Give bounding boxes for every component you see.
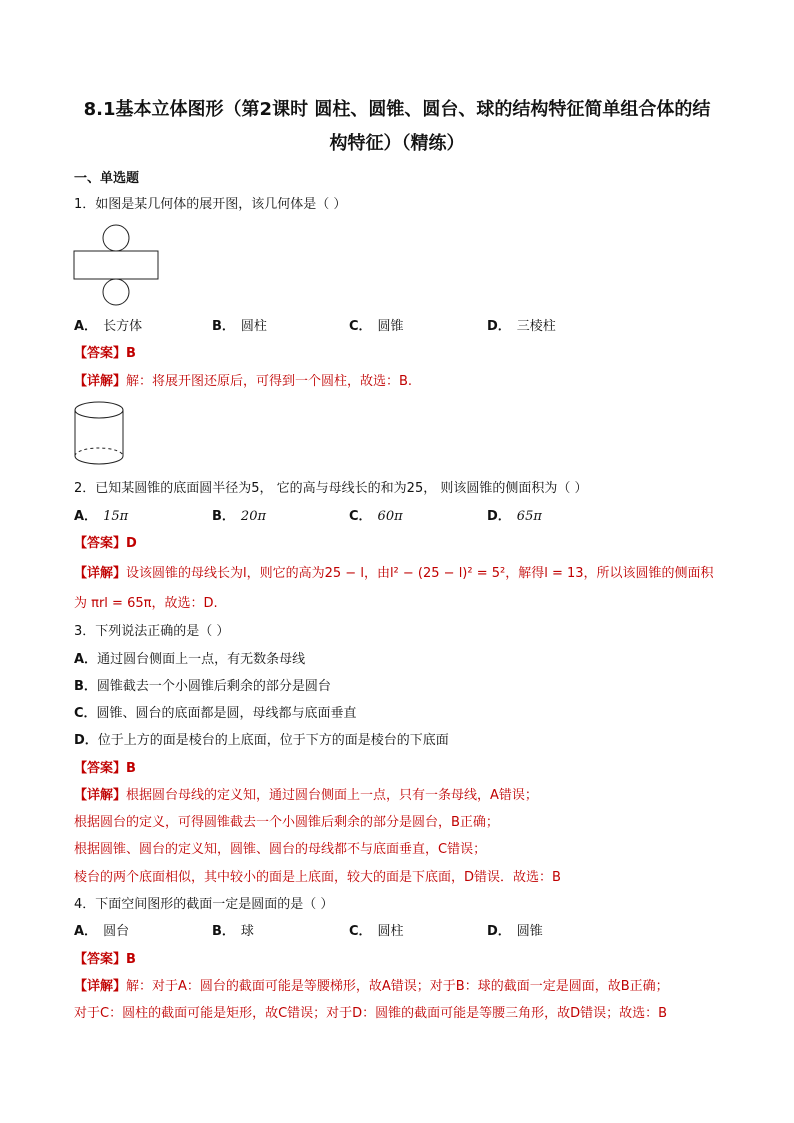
net-rectangle — [74, 251, 158, 279]
q1-option-a: A． 长方体 — [74, 319, 143, 334]
q3-detail-line-1: 【详解】根据圆台母线的定义知，通过圆台侧面上一点，只有一条母线，A错误； — [74, 788, 538, 803]
q4-detail-line-1: 【详解】解：对于A：圆台的截面可能是等腰梯形，故A错误；对于B：球的截面一定是圆面，故B正确； — [74, 979, 669, 994]
q3-detail-line-2: 根据圆台的定义，可得圆锥截去一个小圆锥后剩余的部分是圆台，B正确； — [74, 815, 499, 830]
title-line-2: 构特征）（精练） — [329, 133, 465, 154]
page-title — [60, 93, 734, 161]
net-top-circle — [103, 225, 129, 251]
q4-option-b: B． 球 — [212, 924, 254, 939]
q1-option-c: C． 圆锥 — [349, 319, 404, 334]
q4-detail-line-2: 对于C：圆柱的截面可能是矩形，故C错误；对于D：圆锥的截面可能是等腰三角形，故D错误；故选：B — [74, 1006, 668, 1021]
q2-option-a: A． 15π — [74, 509, 129, 524]
q1-answer: 【答案】B — [74, 346, 136, 361]
q2-option-d: D． 65π — [487, 509, 542, 524]
q1-stem: 1．如图是某几何体的展开图，该几何体是（ ） — [74, 197, 347, 212]
net-bottom-circle — [103, 279, 129, 305]
q3-option-a: A．通过圆台侧面上一点，有无数条母线 — [74, 652, 306, 667]
q1-option-b: B． 圆柱 — [212, 319, 267, 334]
q4-stem: 4．下面空间图形的截面一定是圆面的是（ ） — [74, 897, 334, 912]
q3-option-d: D．位于上方的面是棱台的上底面，位于下方的面是棱台的下底面 — [74, 733, 449, 748]
net-diagram — [72, 222, 162, 308]
q3-option-c: C．圆锥、圆台的底面都是圆，母线都与底面垂直 — [74, 706, 357, 721]
q3-detail-line-3: 根据圆锥、圆台的定义知，圆锥、圆台的母线都不与底面垂直，C错误； — [74, 842, 487, 857]
q4-option-a: A． 圆台 — [74, 924, 130, 939]
q2-stem: 2．已知某圆锥的底面圆半径为5， 它的高与母线长的和为25， 则该圆锥的侧面积为（ ） — [74, 481, 588, 496]
title-line-1: 8.1基本立体图形（第2课时 圆柱、圆锥、圆台、球的结构特征简单组合体的结 — [83, 99, 711, 120]
section-heading: 一、单选题 — [74, 171, 140, 186]
cylinder-diagram — [72, 400, 128, 468]
q2-detail-line-1: 【详解】设该圆锥的母线长为l，则它的高为25 − l，由l² − (25 − l)² = 5²，解得l = 13，所以该圆锥的侧面积 — [74, 566, 714, 581]
q4-option-d: D． 圆锥 — [487, 924, 543, 939]
q1-option-d: D． 三棱柱 — [487, 319, 556, 334]
q3-detail-line-4: 棱台的两个底面相似，其中较小的面是上底面，较大的面是下底面，D错误．故选：B — [74, 870, 561, 885]
q2-option-c: C． 60π — [349, 509, 403, 524]
q2-detail-line-2: 为 πrl = 65π，故选：D. — [74, 596, 218, 611]
q4-answer: 【答案】B — [74, 952, 136, 967]
q3-option-b: B．圆锥截去一个小圆锥后剩余的部分是圆台 — [74, 679, 331, 694]
q1-detail: 【详解】解：将展开图还原后，可得到一个圆柱，故选：B. — [74, 374, 413, 389]
q4-option-c: C． 圆柱 — [349, 924, 404, 939]
q3-answer: 【答案】B — [74, 761, 136, 776]
q2-answer: 【答案】D — [74, 536, 137, 551]
q2-option-b: B． 20π — [212, 509, 267, 524]
q3-stem: 3．下列说法正确的是（ ） — [74, 624, 230, 639]
